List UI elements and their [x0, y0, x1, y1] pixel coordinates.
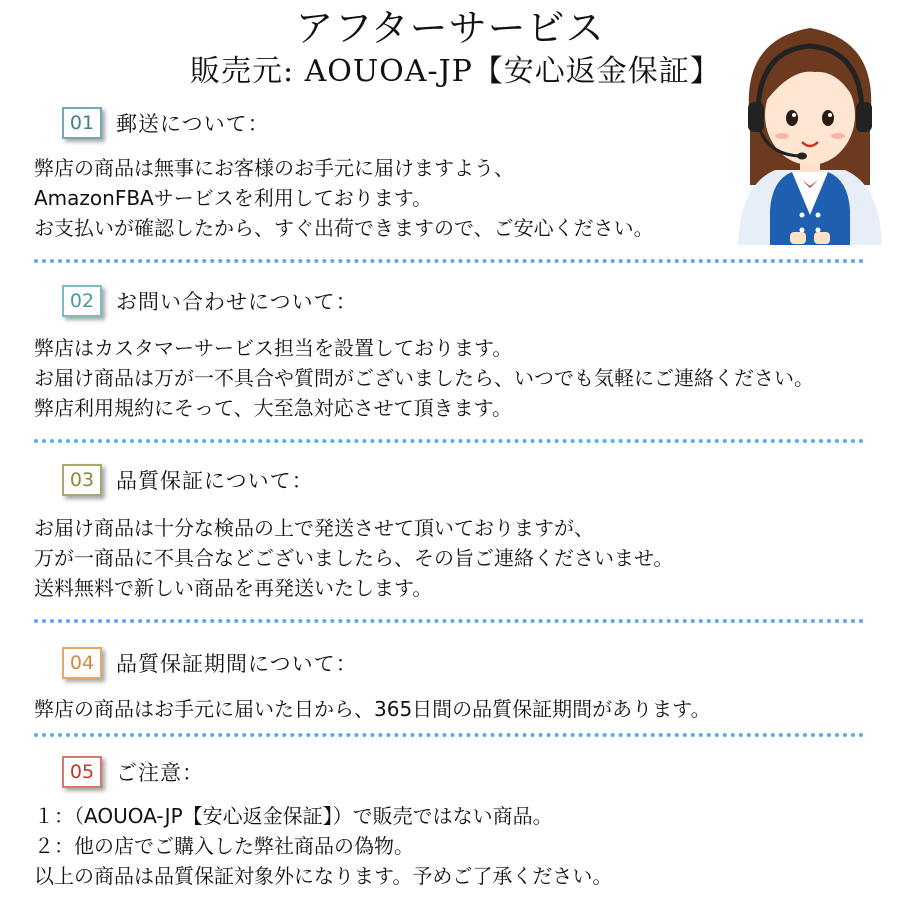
section-body — [34, 153, 654, 243]
body-line: 以上の商品は品質保証対象外になります。予めご了承ください。 — [34, 864, 613, 888]
body-line: 送料無料で新しい商品を再発送いたします。 — [34, 576, 433, 600]
section-header — [62, 460, 314, 500]
dotted-divider — [34, 733, 864, 737]
body-line: お届け商品は十分な検品の上で発送させて頂いておりますが、 — [34, 516, 594, 540]
section-number-badge: 04 — [62, 647, 102, 679]
body-line: 弊店利用規約にそって、大至急対応させて頂きます。 — [34, 396, 512, 420]
section-header — [62, 752, 204, 792]
body-line: 弊店の商品はお手元に届いた日から、365日間の品質保証期間があります。 — [34, 697, 711, 721]
section-number-badge: 01 — [62, 107, 102, 139]
body-line: 弊店の商品は無事にお客様のお手元に届けますよう、 — [34, 156, 514, 180]
section-body — [34, 694, 711, 724]
body-line: １：（AOUOA-JP【安心返金保証】）で販売ではない商品。 — [34, 804, 553, 828]
page-title: アフターサービス — [295, 6, 605, 50]
section-header — [62, 103, 270, 143]
dotted-divider — [34, 619, 864, 623]
section-title: お問い合わせについて： — [116, 290, 358, 314]
section-header — [62, 281, 358, 321]
body-line: お支払いが確認したから、すぐ出荷できますので、ご安心ください。 — [34, 216, 654, 240]
dotted-divider — [34, 439, 864, 443]
body-line: 万が一商品に不具合などございましたら、その旨ご連絡くださいませ。 — [34, 546, 674, 570]
section-header — [62, 643, 358, 683]
section-number-badge: 03 — [62, 464, 102, 496]
section-body — [34, 333, 814, 423]
section-title: 品質保証について： — [116, 469, 314, 493]
body-line: ２：他の店でご購入した弊社商品の偽物。 — [34, 834, 414, 858]
section-title: 品質保証期間について： — [116, 652, 358, 676]
body-line: 弊店はカスタマーサービス担当を設置しております。 — [34, 336, 513, 360]
section-body — [34, 801, 612, 891]
seller-line: 販売元: AOUOA-JP【安心返金保証】 — [190, 54, 721, 89]
body-line: AmazonFBAサービスを利用しております。 — [34, 186, 433, 210]
section-title: 郵送について： — [116, 112, 270, 136]
section-body — [34, 513, 673, 603]
body-line: お届け商品は万が一不具合や質問がございましたら、いつでも気軽にご連絡ください。 — [34, 366, 814, 390]
section-title: ご注意： — [116, 761, 204, 785]
section-number-badge: 02 — [62, 285, 102, 317]
support-agent-illustration — [730, 10, 890, 250]
dotted-divider — [34, 259, 864, 263]
section-number-badge: 05 — [62, 756, 102, 788]
